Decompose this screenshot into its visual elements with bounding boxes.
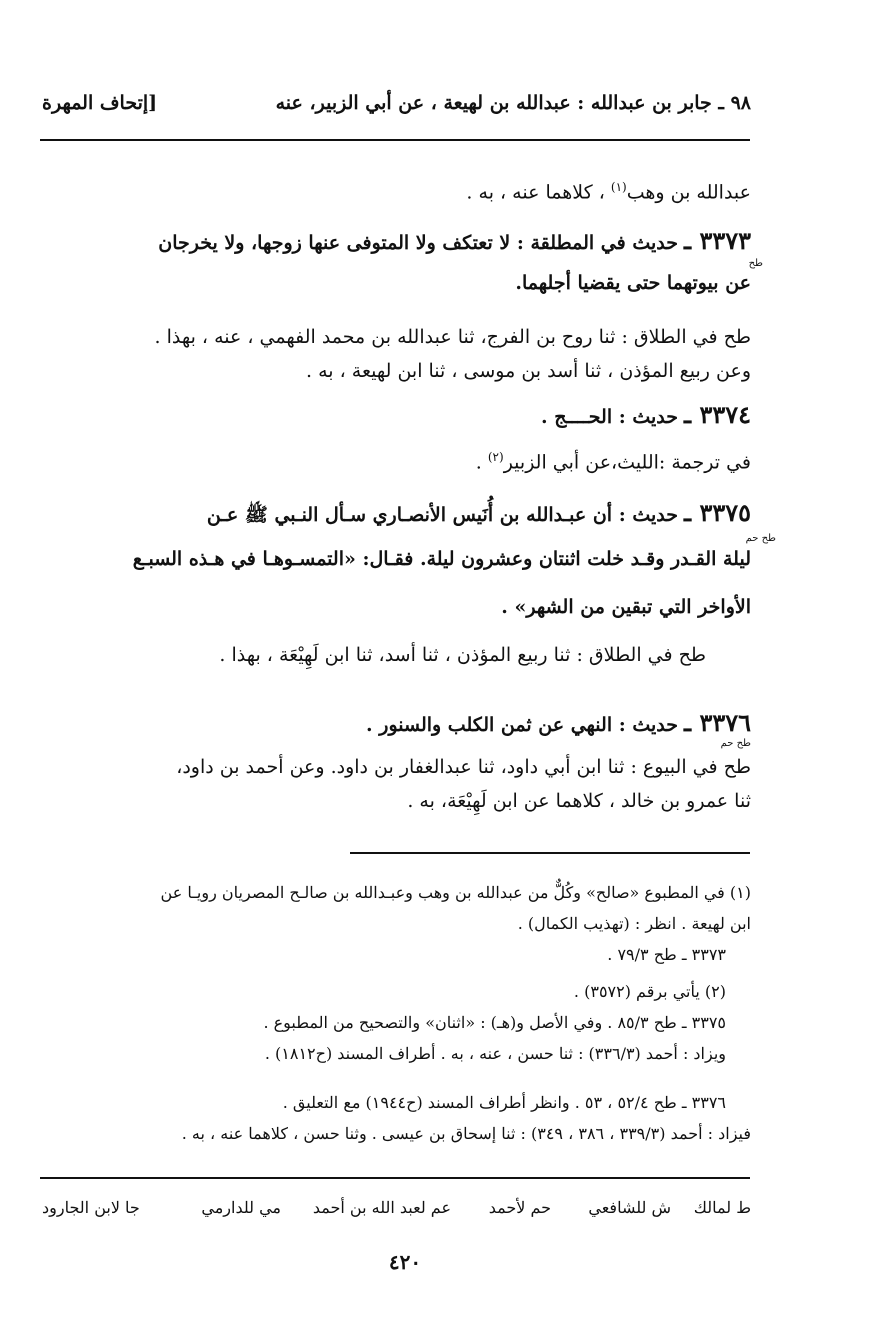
hadith-heading-3376 (366, 708, 751, 737)
footnote-line: ٣٣٧٣ ـ طح ٧٩/٣ . (607, 945, 726, 964)
abbrev-ahmad: حم لأحمد (488, 1198, 551, 1217)
running-header-left: [إتحاف المهرة (42, 92, 158, 114)
hadith-title: حديث : النهي عن ثمن الكلب والسنور . (366, 714, 678, 736)
page-number: ٤٢٠ (388, 1250, 422, 1274)
hadith-number: ٣٣٧٥ ـ (684, 498, 751, 527)
footnote-line: ٣٣٧٦ ـ طح ٥٢/٤ ، ٥٣ . وانظر أطراف المسند (ح١٩٤٤) مع التعليق . (282, 1093, 726, 1112)
footnote-line: ابن لهيعة . انظر : (تهذيب الكمال) . (517, 914, 751, 933)
hadith-heading-3374 (541, 400, 751, 429)
abbrev-jarud: جا لابن الجارود (42, 1198, 140, 1217)
footnote-line: (١) في المطبوع «صالح» وكُلٌّ من عبدالله بن وهب وعبـدالله بن صالـح المصريان رويـا عن (160, 883, 751, 902)
chain-line (476, 450, 751, 473)
header-rule (40, 139, 750, 141)
footnote-line: ويزاد : أحمد (٣٣٦/٣) : ثنا حسن ، عنه ، به . أطراف المسند (ح١٨١٢) . (264, 1044, 726, 1063)
hadith-title: حديث : أن عبـدالله بن أُنَيس الأنصـاري سـأل النـبي ﷺ عـن (206, 504, 678, 526)
chain-line: طح في الطلاق : ثنا روح بن الفرج، ثنا عبدالله بن محمد الفهمي ، عنه ، بهذا . (154, 326, 751, 348)
hadith-heading-3375 (207, 498, 751, 531)
hadith-text: ليلة القـدر وقـد خلت اثنتان وعشرون ليلة. فقـال: «التمسـوهـا في هـذه السبـع (132, 548, 751, 570)
text-line (466, 180, 751, 203)
source-tag: طح حم (720, 738, 751, 749)
abbrev-malik: ط لمالك (693, 1198, 751, 1217)
text-fragment: ، كلاهما عنه ، به . (466, 181, 605, 204)
running-header-right: ٩٨ ـ جابر بن عبدالله : عبدالله بن لهيعة ، عن أبي الزبير، عنه (275, 92, 751, 114)
hadith-number: ٣٣٧٣ ـ (684, 226, 751, 255)
text-fragment: في ترجمة :الليث،عن أبي الزبير (503, 451, 751, 474)
text-fragment: . (475, 451, 482, 474)
hadith-title: حديث : الحــــج . (541, 406, 678, 428)
source-tag: طح (748, 258, 763, 269)
chain-line: طح في البيوع : ثنا ابن أبي داود، ثنا عبدالغفار بن داود. وعن أحمد بن داود، (176, 756, 751, 778)
hadith-title: حديث في المطلقة : لا تعتكف ولا المتوفى عنها زوجها، ولا يخرجان (158, 232, 678, 254)
hadith-number: ٣٣٧٤ ـ (684, 400, 751, 429)
hadith-heading-3373 (158, 226, 751, 255)
hadith-text: عن بيوتهما حتى يقضيا أجلهما. (515, 272, 751, 294)
abbrev-shafii: ش للشافعي (588, 1198, 671, 1217)
footnote-ref: (١) (610, 180, 627, 194)
chain-line: وعن ربيع المؤذن ، ثنا أسد بن موسى ، ثنا ابن لهيعة ، به . (306, 360, 751, 382)
footnote-line: (٢) يأتي برقم (٣٥٧٢) . (573, 982, 726, 1001)
chain-line: طح في الطلاق : ثنا ربيع المؤذن ، ثنا أسد، ثنا ابن لَهِيْعَة ، بهذا . (219, 644, 706, 666)
footnote-separator (350, 852, 750, 854)
text-fragment: عبدالله بن وهب (626, 181, 751, 204)
footnote-line: فيزاد : أحمد (٣٣٩/٣ ، ٣٨٦ ، ٣٤٩) : ثنا إسحاق بن عيسى . وثنا حسن ، كلاهما عنه ، به . (181, 1124, 751, 1143)
abbrev-rule (40, 1177, 750, 1179)
source-tag: طح حم (745, 533, 776, 544)
hadith-number: ٣٣٧٦ ـ (684, 708, 751, 737)
footnote-ref: (٢) (487, 450, 504, 464)
hadith-text: الأواخر التي تبقين من الشهر» . (501, 596, 751, 618)
abbrev-abdullah: عم لعبد الله بن أحمد (312, 1198, 451, 1217)
abbrev-darimi: مي للدارمي (201, 1198, 281, 1217)
chain-line: ثنا عمرو بن خالد ، كلاهما عن ابن لَهِيْعَة، به . (407, 790, 751, 812)
footnote-line: ٣٣٧٥ ـ طح ٨٥/٣ . وفي الأصل و(هـ) : «اثنان» والتصحيح من المطبوع . (263, 1013, 726, 1032)
